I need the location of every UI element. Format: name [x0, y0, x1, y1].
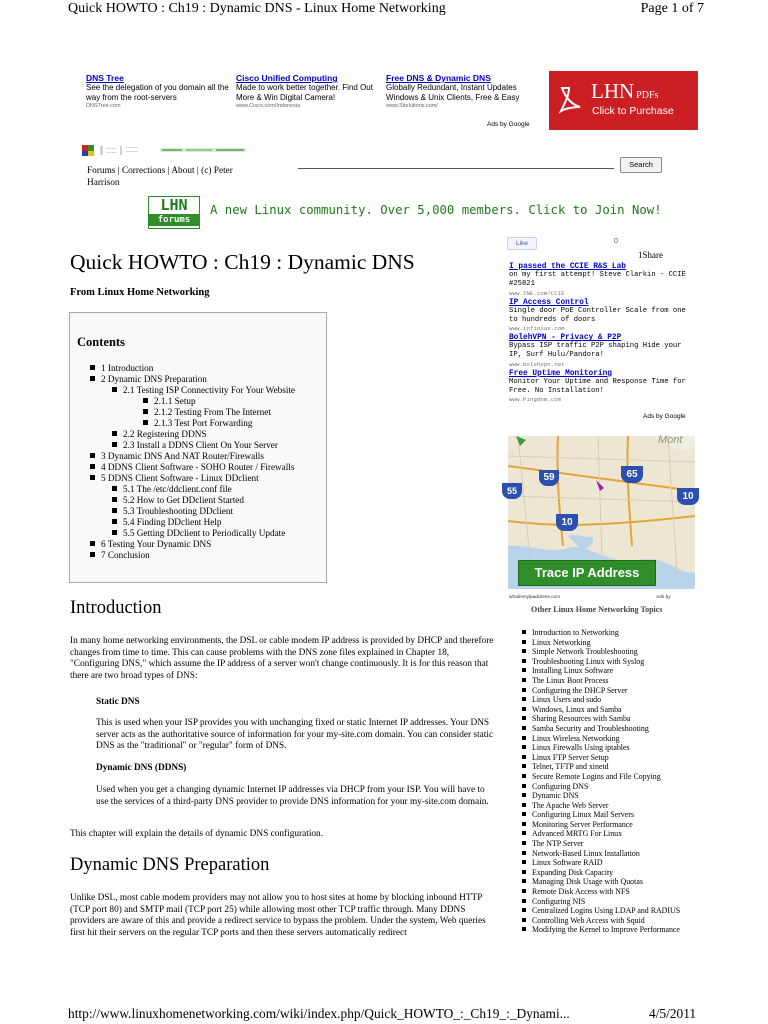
topic-item[interactable]	[522, 897, 712, 907]
map-shield-10b: 10	[677, 488, 699, 505]
bullet-icon	[143, 398, 148, 403]
map-city-label: Mont	[658, 434, 683, 446]
lhn-purchase-banner[interactable]	[549, 71, 698, 130]
topic-item[interactable]	[522, 686, 712, 696]
topic-item[interactable]	[522, 782, 712, 792]
bullet-icon	[522, 764, 526, 768]
dynamic-dns-heading: Dynamic DNS (DDNS)	[96, 763, 187, 773]
ads-by-google-right[interactable]: Ads by Google	[643, 413, 686, 420]
top-ad-1-text: See the delegation of you domain all the way from the root-servers	[86, 83, 229, 102]
bullet-icon	[522, 860, 526, 864]
topic-item-label[interactable]: Installing Linux Software	[532, 666, 614, 676]
top-ad-3-text: Globally Redundant, Instant Updates Windows & Unix Clients, Free & Easy	[386, 83, 520, 102]
topic-item-label[interactable]: Configuring the DHCP Server	[532, 685, 628, 695]
topic-item[interactable]	[522, 849, 712, 859]
topics-heading: Other Linux Home Networking Topics	[531, 605, 663, 614]
toc-item-label[interactable]: 5 DDNS Client Software - Linux DDclient	[101, 473, 259, 483]
toc-item-label[interactable]: 7 Conclusion	[101, 550, 150, 560]
topic-item[interactable]	[522, 887, 712, 897]
topic-item[interactable]	[522, 772, 712, 782]
bullet-icon	[522, 755, 526, 759]
static-dns-text: This is used when your ISP provides you with unchanging fixed or static Internet IP addresses. Your DNS server acts as the authoritative source of information for your my-site.com domain. You can consider static DNS as the "traditional" or "regular" form of DNS.	[96, 718, 494, 752]
search-button[interactable]: Search	[620, 157, 662, 173]
topic-item[interactable]	[522, 666, 712, 676]
top-ad-3-title[interactable]: Free DNS & Dynamic DNS	[386, 73, 491, 83]
site-logo-graphic	[82, 142, 248, 158]
bullet-icon	[90, 365, 95, 370]
toc-item[interactable]	[70, 451, 326, 462]
toc-box	[69, 312, 327, 583]
topic-item[interactable]	[522, 820, 712, 830]
toc-item[interactable]	[70, 539, 326, 550]
topic-item-label[interactable]: Linux Firewalls Using iptables	[532, 743, 630, 753]
ads-by-google-top-text: Ads by Google	[487, 121, 530, 128]
topic-item-label[interactable]: Advanced MRTG For Linux	[532, 829, 623, 839]
search-input[interactable]	[298, 168, 614, 169]
bullet-icon	[522, 659, 526, 663]
toc-item[interactable]	[70, 407, 326, 418]
bullet-icon	[143, 420, 148, 425]
topic-item[interactable]	[522, 628, 712, 638]
top-ad-2-title[interactable]: Cisco Unified Computing	[236, 73, 338, 83]
bullet-icon	[143, 409, 148, 414]
bullet-icon	[522, 707, 526, 711]
pdf-icon	[557, 85, 583, 113]
bullet-icon	[522, 716, 526, 720]
topic-item-label[interactable]: Expanding Disk Capacity	[532, 867, 614, 877]
footer-date: 4/5/2011	[649, 1006, 697, 1021]
topic-item-label[interactable]: Controlling Web Access with Squid	[532, 915, 645, 925]
bullet-icon	[522, 812, 526, 816]
top-ad-1[interactable]	[86, 73, 232, 109]
bullet-icon	[112, 497, 117, 502]
toc-item-label[interactable]: 2.3 Install a DDNS Client On Your Server	[123, 440, 278, 450]
top-ad-2-text: Made to work better together. Find Out More & Win Digital Camera!	[236, 83, 373, 102]
bullet-icon	[522, 784, 526, 788]
topic-item[interactable]	[522, 762, 712, 772]
nav-copyright: (c) Peter Harrison	[87, 166, 233, 188]
topic-item-label[interactable]: Remote Disk Access with NFS	[532, 887, 630, 897]
topic-item-label[interactable]: Configuring DNS	[532, 781, 589, 791]
topic-item-label[interactable]: Network-Based Linux Installation	[532, 848, 640, 858]
topic-item-label[interactable]: Managing Disk Usage with Quotas	[532, 877, 643, 887]
map-ad[interactable]	[508, 436, 695, 589]
bullet-icon	[522, 630, 526, 634]
right-ad-2[interactable]: IP Access Control Single door PoE Controller Scale from one to hundreds of doors www.infinias.com	[509, 298, 686, 333]
toc-item-label[interactable]: 5.5 Getting DDclient to Periodically Update	[123, 528, 286, 538]
bullet-icon	[522, 889, 526, 893]
nav-corrections-link[interactable]: Corrections	[121, 166, 166, 176]
forums-logo: LHN forums	[148, 196, 200, 229]
bullet-icon	[112, 442, 117, 447]
toc-item[interactable]	[70, 429, 326, 440]
toc-item[interactable]	[70, 517, 326, 528]
topic-item-label[interactable]: Secure Remote Logins and File Copying	[532, 771, 661, 781]
topic-item[interactable]	[522, 714, 712, 724]
topic-item-label[interactable]: Centralized Logins Using LDAP and RADIUS	[532, 906, 681, 916]
toc-item[interactable]	[70, 550, 326, 561]
print-header-page: Page 1 of 7	[640, 1, 704, 16]
topic-item-label[interactable]: Modifying the Kernel to Improve Performance	[532, 925, 680, 935]
topic-item[interactable]	[522, 829, 712, 839]
toc-item-label[interactable]: 5.1 The /etc/ddclient.conf file	[123, 484, 232, 494]
bullet-icon	[522, 678, 526, 682]
right-ad-4[interactable]: Free Uptime Monitoring Monitor Your Uptime and Response Time for Free. No Installation! www.Pingdom.com	[509, 369, 686, 404]
bullet-icon	[522, 918, 526, 922]
toc-item-label[interactable]: 2.1.3 Test Port Forwarding	[154, 418, 253, 428]
bullet-icon	[522, 649, 526, 653]
bullet-icon	[112, 431, 117, 436]
toc-item-label[interactable]: 5.4 Finding DDclient Help	[123, 517, 222, 527]
map-shield-10a: 10	[556, 514, 578, 531]
static-dns-heading: Static DNS	[96, 697, 140, 707]
bullet-icon	[112, 519, 117, 524]
top-ad-2[interactable]	[236, 73, 382, 109]
top-ad-2-url[interactable]: www.Cisco.com/Indonesia	[236, 103, 301, 109]
topic-item[interactable]	[522, 916, 712, 926]
bullet-icon	[112, 486, 117, 491]
topic-item[interactable]	[522, 868, 712, 878]
topic-item[interactable]	[522, 657, 712, 667]
topic-item-label[interactable]: Monitoring Server Performance	[532, 819, 633, 829]
topic-item[interactable]	[522, 791, 712, 801]
bullet-icon	[90, 541, 95, 546]
right-ads	[509, 263, 695, 403]
toc-item[interactable]	[70, 374, 326, 385]
nav-forums-link[interactable]: Forums	[87, 166, 116, 176]
bullet-icon	[522, 774, 526, 778]
topic-item-label[interactable]: Dynamic DNS	[532, 791, 579, 801]
topic-item[interactable]	[522, 906, 712, 916]
topic-item[interactable]	[522, 839, 712, 849]
toc-item-label[interactable]: 2.2 Registering DDNS	[123, 429, 207, 439]
intro-heading: Introduction	[70, 598, 162, 618]
lhn-banner-cta: Click to Purchase	[592, 105, 674, 117]
page-title: Quick HOWTO : Ch19 : Dynamic DNS	[70, 250, 415, 274]
bullet-icon	[522, 668, 526, 672]
topic-item-label[interactable]: Sharing Resources with Samba	[532, 714, 631, 724]
topic-item[interactable]	[522, 647, 712, 657]
topic-item-label[interactable]: Introduction to Networking	[532, 628, 619, 637]
bullet-icon	[522, 841, 526, 845]
topic-item-label[interactable]: The Apache Web Server	[532, 800, 609, 810]
topic-item-label[interactable]: Samba Security and Troubleshooting	[532, 723, 649, 733]
topic-item-label[interactable]: Linux Networking	[532, 637, 591, 647]
topic-item[interactable]	[522, 734, 712, 744]
topic-item-label[interactable]: Linux Wireless Networking	[532, 733, 620, 743]
topic-item-label[interactable]: Troubleshooting Linux with Syslog	[532, 656, 645, 666]
forums-banner-text: A new Linux community. Over 5,000 members. Click to Join Now!	[210, 203, 662, 217]
intro-closing: This chapter will explain the details of dynamic DNS configuration.	[70, 829, 324, 839]
toc-item-label[interactable]: 2 Dynamic DNS Preparation	[101, 374, 207, 384]
toc-item-label[interactable]: 2.1.1 Setup	[154, 396, 196, 406]
bullet-icon	[112, 530, 117, 535]
toc-item[interactable]	[70, 495, 326, 506]
toc-item-label[interactable]: 2.1 Testing ISP Connectivity For Your Website	[123, 385, 295, 395]
toc-item-label[interactable]: 1 Introduction	[101, 363, 154, 373]
map-ad-ads-by[interactable]: Ads by	[656, 595, 671, 600]
forums-banner[interactable]	[146, 195, 662, 229]
bullet-icon	[522, 899, 526, 903]
toc-item[interactable]	[70, 528, 326, 539]
topics-list	[522, 628, 712, 935]
topic-item[interactable]	[522, 810, 712, 820]
toc-item[interactable]	[70, 473, 326, 484]
top-ad-1-title[interactable]: DNS Tree	[86, 73, 124, 83]
bullet-icon	[522, 793, 526, 797]
toc-item-label[interactable]: 5.3 Troubleshooting DDclient	[123, 506, 233, 516]
topic-item[interactable]	[522, 925, 712, 935]
topic-item[interactable]	[522, 676, 712, 686]
toc-list	[70, 363, 326, 561]
topic-item[interactable]	[522, 705, 712, 715]
topic-item[interactable]	[522, 753, 712, 763]
topic-item-label[interactable]: Linux Software RAID	[532, 858, 603, 868]
bullet-icon	[522, 908, 526, 912]
topic-item[interactable]	[522, 877, 712, 887]
topic-item[interactable]	[522, 695, 712, 705]
footer-url[interactable]: http://www.linuxhomenetworking.com/wiki/index.php/Quick_HOWTO_:_Ch19_:_Dynami...	[68, 1006, 570, 1021]
topic-item[interactable]	[522, 724, 712, 734]
topic-item[interactable]	[522, 858, 712, 868]
toc-item-label[interactable]: 3 Dynamic DNS And NAT Router/Firewalls	[101, 451, 264, 461]
bullet-icon	[112, 508, 117, 513]
bullet-icon	[522, 688, 526, 692]
bullet-icon	[522, 726, 526, 730]
trace-ip-button[interactable]: Trace IP Address	[518, 560, 656, 586]
site-logo[interactable]	[82, 142, 248, 158]
toc-item[interactable]	[70, 396, 326, 407]
toc-item[interactable]	[70, 418, 326, 429]
topic-item-label[interactable]: The Linux Boot Process	[532, 675, 609, 685]
toc-item-label[interactable]: 5.2 How to Get DDclient Started	[123, 495, 244, 505]
right-ad-3[interactable]: BolehVPN - Privacy & P2P Bypass ISP traffic P2P shaping Hide your IP, Surf Hulu/Pandora! www.bolehvpn.net	[509, 334, 682, 368]
dynamic-dns-text: Used when you get a changing dynamic Internet IP addresses via DHCP from your ISP. You will have to use the services of a third-party DNS provider to provide DNS information for your my-site.com domain.	[96, 785, 489, 807]
like-button[interactable]: Like	[507, 237, 537, 250]
map-shield-65: 65	[621, 466, 643, 483]
toc-item[interactable]	[70, 440, 326, 451]
prep-heading: Dynamic DNS Preparation	[70, 855, 270, 875]
toc-item-label[interactable]: 6 Testing Your Dynamic DNS	[101, 539, 212, 549]
toc-item-label[interactable]: 2.1.2 Testing From The Internet	[154, 407, 271, 417]
topic-item-label[interactable]: Telnet, TFTP and xinetd	[532, 762, 609, 772]
intro-paragraph: In many home networking environments, the DSL or cable modem IP address is provided by DHCP and therefore changes from time to time. This can cause problems with the DNS zone files explained in Chapter 18, "Configuring DNS," which assume the IP address of a server won't change continuously. It is for this reason that there are two broad types of DNS:	[70, 636, 494, 681]
topic-item[interactable]	[522, 638, 712, 648]
topic-item-label[interactable]: Linux Users and sudo	[532, 695, 602, 705]
bullet-icon	[522, 851, 526, 855]
bullet-icon	[522, 822, 526, 826]
bullet-icon	[522, 697, 526, 701]
lhn-banner-brand: LHN PDFs	[591, 79, 659, 103]
toc-item[interactable]	[70, 462, 326, 473]
topic-item-label[interactable]: Linux FTP Server Setup	[532, 752, 609, 762]
bullet-icon	[522, 870, 526, 874]
bullet-icon	[90, 552, 95, 557]
bullet-icon	[112, 387, 117, 392]
toc-item-label[interactable]: 4 DDNS Client Software - SOHO Router / Firewalls	[101, 462, 295, 472]
bullet-icon	[90, 376, 95, 381]
topic-item-label[interactable]: Configuring Linux Mail Servers	[532, 810, 634, 820]
toc-item[interactable]	[70, 363, 326, 374]
top-ad-1-url[interactable]: DNSTree.com	[86, 103, 121, 109]
right-ad-1[interactable]: I passed the CCIE R&S Lab on my first attempt! Steve Clarkin - CCIE #25821 www.INE.com/CCIE	[509, 263, 686, 297]
bullet-icon	[522, 831, 526, 835]
toc-heading: Contents	[77, 335, 125, 349]
map-ad-source[interactable]: whatismyipaddress.com	[509, 595, 561, 600]
topic-item[interactable]	[522, 801, 712, 811]
like-count: 0	[614, 238, 618, 245]
topic-item-label[interactable]: The NTP Server	[532, 839, 584, 849]
nav-about-link[interactable]: About	[171, 166, 195, 176]
nav-links: Forums | Corrections | About | (c) Peter Harrison	[87, 166, 233, 188]
top-ad-3-url[interactable]: www.Sitelutions.com/	[386, 103, 438, 109]
ads-by-google-top[interactable]	[487, 121, 530, 128]
topic-item[interactable]	[522, 743, 712, 753]
bullet-icon	[522, 745, 526, 749]
topic-item-label[interactable]: Simple Network Troubleshooting	[532, 647, 638, 657]
bullet-icon	[522, 640, 526, 644]
map-shield-59: 59	[539, 470, 559, 486]
bullet-icon	[90, 464, 95, 469]
toc-item[interactable]	[70, 484, 326, 495]
bullet-icon	[522, 879, 526, 883]
prep-paragraph: Unlike DSL, most cable modem providers may not allow you to host sites at home by blocking inbound HTTP (TCP port 80) and SMTP mail (TCP port 25) while allowing most other TCP traffic through. Many DDNS providers are aware of this and provide a redirect service to bypass the problem. Under the system, Web queries first hit their servers on the regular TCP ports and then these servers automatically redirect	[70, 893, 486, 938]
toc-item[interactable]	[70, 506, 326, 517]
share-count[interactable]: 1Share	[638, 250, 663, 260]
from-line: From Linux Home Networking	[70, 287, 210, 298]
topic-item-label[interactable]: Configuring NIS	[532, 896, 586, 906]
print-header-title: Quick HOWTO : Ch19 : Dynamic DNS - Linux Home Networking	[68, 1, 446, 16]
topic-item-label[interactable]: Windows, Linux and Samba	[532, 704, 622, 714]
bullet-icon	[522, 927, 526, 931]
bullet-icon	[90, 453, 95, 458]
bullet-icon	[522, 803, 526, 807]
top-ad-3[interactable]	[386, 73, 528, 109]
toc-item[interactable]	[70, 385, 326, 396]
bullet-icon	[90, 475, 95, 480]
bullet-icon	[522, 736, 526, 740]
map-shield-55: 55	[502, 483, 522, 499]
